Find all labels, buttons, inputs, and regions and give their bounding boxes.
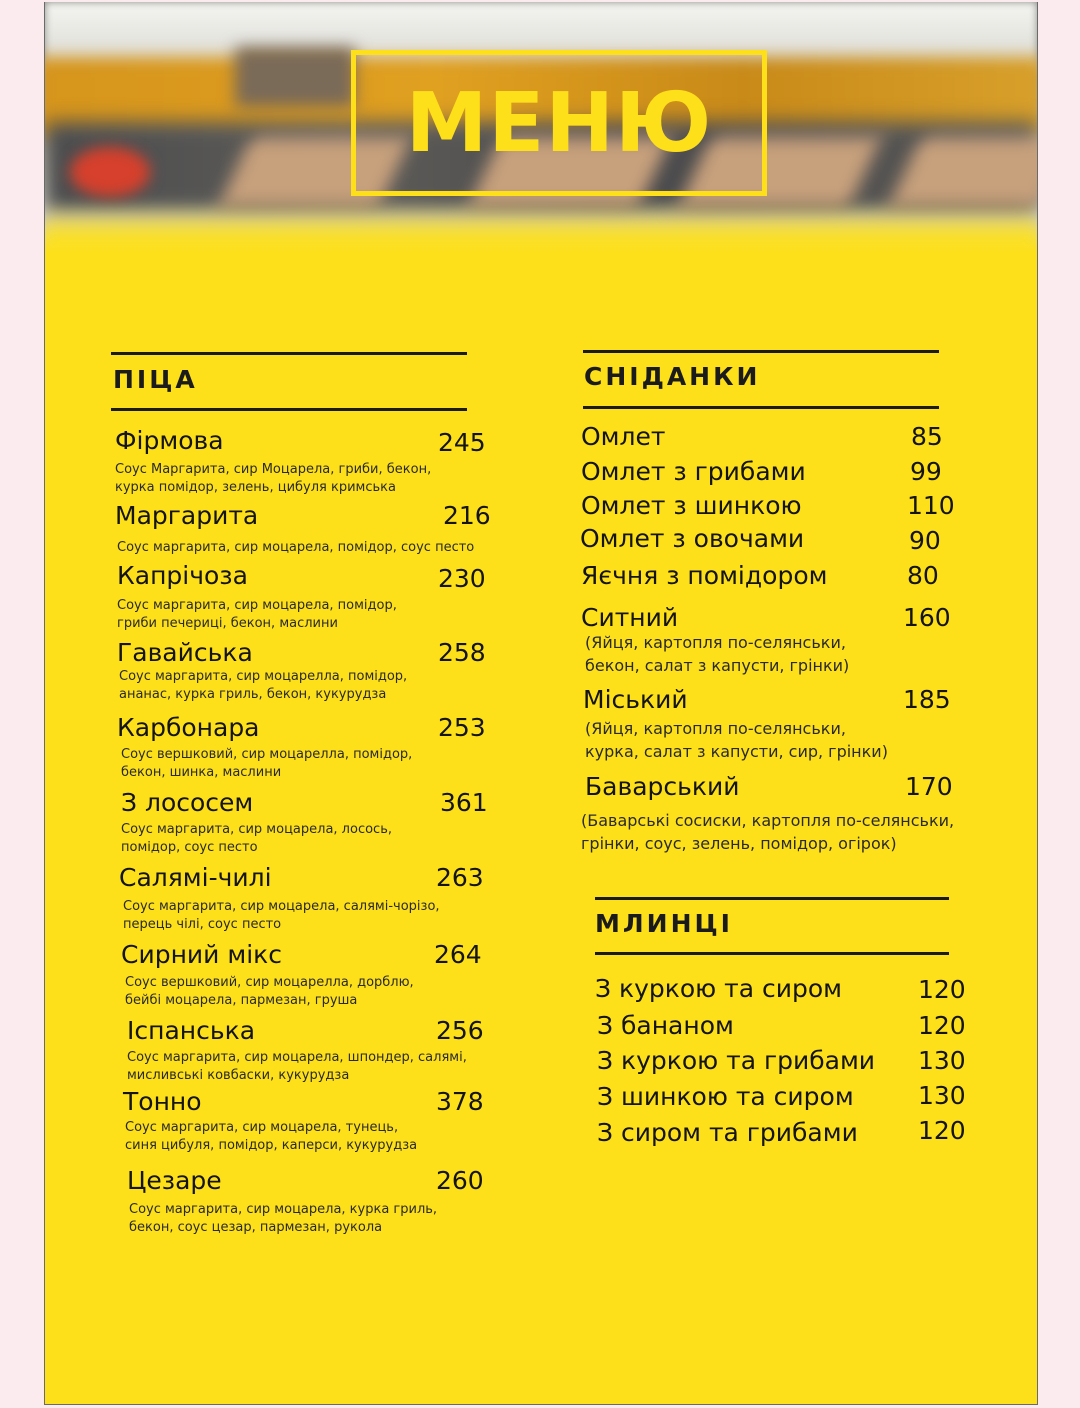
pizza-item-desc: бекон, шинка, маслини	[121, 765, 282, 780]
breakfast-item-name: Баварський	[585, 772, 740, 801]
pizza-item-desc: Соус маргарита, сир моцарела, помідор, соус песто	[117, 540, 475, 555]
pizza-item-desc: Соус вершковий, сир моцарелла, помідор,	[121, 747, 413, 762]
pizza-item-desc: Соус вершковий, сир моцарелла, дорблю,	[125, 975, 414, 990]
pizza-item-price: 264	[434, 940, 482, 969]
pizza-item-price: 258	[438, 638, 486, 667]
breakfast-item-name: Ситний	[581, 603, 679, 632]
breakfast-item-name: Яєчня з помідором	[581, 561, 828, 590]
breakfast-rule-top	[583, 350, 939, 353]
pizza-item-desc: помідор, соус песто	[121, 840, 258, 855]
breakfast-item-price: 85	[911, 422, 943, 451]
pizza-item-price: 263	[436, 863, 484, 892]
pizza-rule-bottom	[111, 408, 467, 411]
pancake-item-name: З бананом	[597, 1011, 734, 1040]
pizza-item-price: 253	[438, 713, 486, 742]
pancake-item-name: З сиром та грибами	[597, 1118, 858, 1147]
breakfast-item-name: Омлет з овочами	[580, 524, 805, 553]
pancakes-rule-bottom	[595, 952, 949, 955]
pizza-item-desc: Соус Маргарита, сир Моцарела, гриби, бекон,	[115, 462, 432, 477]
breakfast-item-desc: бекон, салат з капусти, грінки)	[585, 656, 850, 675]
breakfast-item-name: Омлет	[581, 422, 666, 451]
pizza-item-price: 216	[443, 501, 491, 530]
breakfast-item-desc: (Яйця, картопля по-селянськи,	[585, 719, 846, 738]
pizza-item-desc: Соус маргарита, сир моцарела, лосось,	[121, 822, 392, 837]
pizza-item-desc: перець чілі, соус песто	[123, 917, 282, 932]
breakfast-item-price: 110	[907, 491, 955, 520]
pancake-item-price: 120	[918, 975, 966, 1004]
breakfast-rule-bottom	[583, 406, 939, 409]
pancake-item-name: З куркою та грибами	[597, 1046, 876, 1075]
pancake-item-name: З куркою та сиром	[595, 974, 842, 1003]
pizza-item-name: Карбонара	[117, 713, 260, 742]
pizza-item-desc: бейбі моцарела, пармезан, груша	[125, 993, 358, 1008]
pancake-item-price: 130	[918, 1081, 966, 1110]
pizza-item-price: 361	[440, 788, 488, 817]
pancake-item-price: 130	[918, 1046, 966, 1075]
pizza-item-name: З лососем	[121, 788, 254, 817]
pizza-item-desc: Соус маргарита, сир моцарелла, помідор,	[119, 669, 408, 684]
pancakes-rule-top	[595, 897, 949, 900]
breakfast-item-price: 80	[907, 561, 939, 590]
pancakes-heading: МЛИНЦІ	[595, 909, 733, 938]
pizza-item-name: Маргарита	[115, 501, 259, 530]
pizza-item-price: 260	[436, 1166, 484, 1195]
pizza-item-desc: Соус маргарита, сир моцарела, помідор,	[117, 598, 397, 613]
pizza-item-price: 256	[436, 1016, 484, 1045]
pizza-item-name: Гавайська	[117, 638, 253, 667]
pizza-rule-top	[111, 352, 467, 355]
pancake-item-price: 120	[918, 1116, 966, 1145]
pizza-item-name: Тонно	[123, 1087, 202, 1116]
pizza-item-price: 245	[438, 428, 486, 457]
pizza-item-desc: гриби печериці, бекон, маслини	[117, 616, 338, 631]
pizza-item-name: Цезаре	[127, 1166, 222, 1195]
pizza-item-name: Салямі-чилі	[119, 863, 272, 892]
pizza-item-name: Іспанська	[127, 1016, 256, 1045]
breakfast-item-price: 160	[903, 603, 951, 632]
breakfast-heading: СНІДАНКИ	[584, 362, 761, 391]
breakfast-item-price: 99	[910, 457, 942, 486]
pizza-item-desc: Соус маргарита, сир моцарела, тунець,	[125, 1120, 399, 1135]
pizza-heading: ПІЦА	[113, 365, 198, 394]
breakfast-item-price: 90	[909, 526, 941, 555]
pizza-item-desc: ананас, курка гриль, бекон, кукурудза	[119, 687, 387, 702]
breakfast-item-price: 170	[905, 772, 953, 801]
breakfast-item-desc: (Баварські сосиски, картопля по-селянськи,	[581, 811, 955, 830]
breakfast-item-name: Міський	[583, 685, 688, 714]
breakfast-item-price: 185	[903, 685, 951, 714]
breakfast-item-name: Омлет з грибами	[581, 457, 806, 486]
menu-title-frame	[351, 50, 767, 196]
breakfast-item-desc: грінки, соус, зелень, помідор, огірок)	[581, 834, 897, 853]
pizza-item-price: 378	[436, 1087, 484, 1116]
menu-page	[44, 2, 1038, 1405]
pizza-item-desc: мисливські ковбаски, кукурудза	[127, 1068, 350, 1083]
pizza-item-name: Фірмова	[115, 426, 224, 455]
breakfast-item-desc: (Яйця, картопля по-селянськи,	[585, 633, 846, 652]
pizza-item-desc: Соус маргарита, сир моцарела, шпондер, салямі,	[127, 1050, 467, 1065]
pizza-item-desc: курка помідор, зелень, цибуля кримська	[115, 480, 396, 495]
pizza-item-price: 230	[438, 564, 486, 593]
pizza-item-desc: Соус маргарита, сир моцарела, курка гриль,	[129, 1202, 438, 1217]
pancake-item-name: З шинкою та сиром	[597, 1082, 854, 1111]
breakfast-item-desc: курка, салат з капусти, сир, грінки)	[585, 742, 888, 761]
pancake-item-price: 120	[918, 1011, 966, 1040]
pizza-item-desc: Соус маргарита, сир моцарела, салямі-чорізо,	[123, 899, 440, 914]
pizza-item-desc: синя цибуля, помідор, каперси, кукурудза	[125, 1138, 418, 1153]
menu-title: МЕНЮ	[405, 75, 713, 171]
pizza-item-desc: бекон, соус цезар, пармезан, рукола	[129, 1220, 383, 1235]
breakfast-item-name: Омлет з шинкою	[581, 491, 802, 520]
pizza-item-name: Капрічоза	[117, 561, 248, 590]
pizza-item-name: Сирний мікс	[121, 940, 283, 969]
